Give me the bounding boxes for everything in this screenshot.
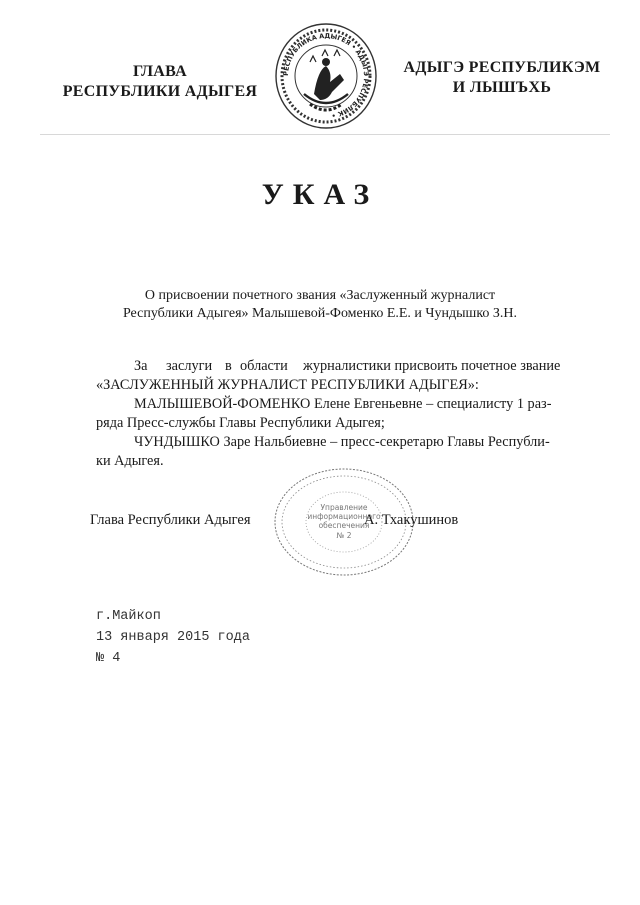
- document-title: УКАЗ: [261, 178, 379, 211]
- emblem-icon: [274, 22, 378, 130]
- body-p2-line-2: ряда Пресс-службы Главы Республики Адыгея;: [96, 415, 385, 431]
- footer-city: г.Майкоп: [96, 609, 161, 624]
- header-left: [50, 62, 270, 102]
- body-p1-word-1: За: [134, 358, 148, 374]
- seal-text-3: обеспечения: [318, 521, 370, 530]
- body-p1-rest: журналистики присвоить почетное звание: [303, 358, 561, 374]
- header-right-line1: АДЫГЭ РЕСПУБЛИКЭМ: [403, 59, 601, 76]
- state-emblem: [274, 22, 378, 130]
- header-left-line1: ГЛАВА: [133, 63, 187, 80]
- footer-number: № 4: [96, 651, 121, 666]
- signature-name: А. Тхакушинов: [364, 512, 459, 528]
- seal-text-2: информационного: [307, 512, 381, 521]
- footer-date: 13 января 2015 года: [96, 630, 250, 645]
- header-right-line2: И ЛЫШЪХЬ: [452, 79, 552, 96]
- subject-line-1: О присвоении почетного звания «Заслуженный журналист: [144, 288, 496, 303]
- body-p3-line-1: ЧУНДЫШКО Заре Нальбиевне – пресс-секретарю Главы Республи-: [134, 434, 550, 450]
- body-p1-word-3: в: [225, 358, 232, 374]
- emblem-ring-text: РЕСПУБЛИКА АДЫГЕЯ • АДЫГЭ РЕСПУБЛИК •: [281, 31, 371, 120]
- subject-line-2: Республики Адыгея» Малышевой-Фоменко Е.Е. и Чундышко З.Н.: [122, 306, 518, 321]
- header-right: [392, 58, 612, 98]
- signature-position: Глава Республики Адыгея: [90, 512, 251, 528]
- header-left-line2: РЕСПУБЛИКИ АДЫГЕЯ: [62, 83, 258, 100]
- body-p2-line-1: МАЛЫШЕВОЙ-ФОМЕНКО Елене Евгеньевне – специалисту 1 раз-: [134, 396, 552, 412]
- seal-text-4: № 2: [336, 531, 352, 540]
- header-divider: [40, 134, 610, 135]
- body-p1-word-2: заслуги: [166, 358, 213, 374]
- body-p3-line-2: ки Адыгея.: [96, 453, 164, 469]
- seal-text-1: Управление: [320, 503, 368, 512]
- body-p1-word-4: области: [240, 358, 288, 374]
- body-p1-line-2: «ЗАСЛУЖЕННЫЙ ЖУРНАЛИСТ РЕСПУБЛИКИ АДЫГЕЯ»:: [96, 377, 479, 393]
